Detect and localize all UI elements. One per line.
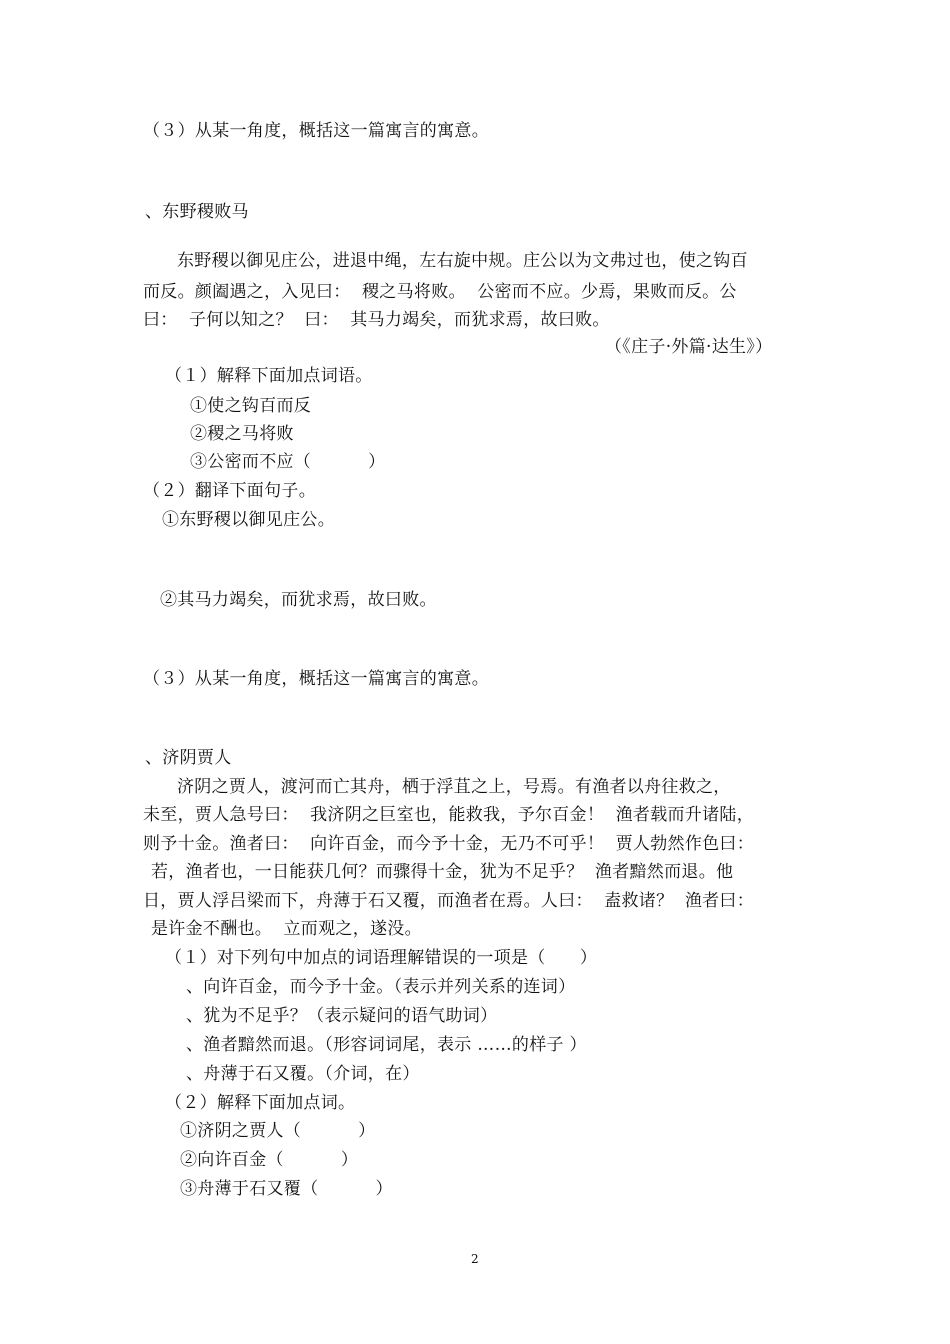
jiyin-q1-option-a: 、向许百金，而今予十金。（表示并列关系的连词） — [186, 977, 576, 997]
jiyin-body-line-2: 未至，贾人急号曰： 我济阴之巨室也，能救我，予尔百金！ 渔者载而升诸陆， — [143, 805, 755, 825]
dongye-q2-item-2: ②其马力竭矣，而犹求焉，故曰败。 — [160, 590, 437, 610]
jiyin-body-line-6: 是许金不酬也。 立而观之，遂没。 — [151, 919, 422, 939]
dongye-body-line-2: 而反。颜阖遇之，入见曰： 稷之马将败。 公密而不应。少焉，果败而反。公 — [143, 282, 737, 302]
jiyin-q2-title: （２）解释下面加点词。 — [165, 1093, 356, 1113]
prev-question-3: （３）从某一角度，概括这一篇寓言的寓意。 — [143, 121, 489, 141]
jiyin-q1-option-d: 、舟薄于石又覆。（介词，在） — [186, 1064, 420, 1084]
dongye-q1-item-2: ②稷之马将败 — [190, 424, 294, 444]
jiyin-q1-option-c: 、渔者黯然而退。（形容词词尾，表示 ……的样子 ） — [186, 1035, 587, 1055]
dongye-source: （《庄子·外篇·达生》） — [605, 337, 773, 357]
page-number: 2 — [471, 1252, 479, 1266]
jiyin-body-line-3: 则予十金。渔者曰： 向许百金，而今予十金，无乃不可乎！ 贾人勃然作色曰： — [143, 834, 755, 854]
jiyin-body-line-4: 若，渔者也，一日能获几何？而骤得十金，犹为不足乎？ 渔者黯然而退。他 — [151, 862, 734, 882]
jiyin-body-line-5: 日，贾人浮吕梁而下，舟薄于石又覆，而渔者在焉。人曰： 盍救诸？ 渔者曰： — [143, 891, 755, 911]
dongye-q1-item-3: ③公密而不应（ ） — [190, 452, 386, 472]
jiyin-q2-item-3: ③舟薄于石又覆（ ） — [180, 1179, 393, 1199]
dongye-q2-item-1: ①东野稷以御见庄公。 — [162, 510, 335, 530]
dongye-q1-title: （１）解释下面加点词语。 — [165, 366, 373, 386]
dongye-body-line-1: 东野稷以御见庄公，进退中绳，左右旋中规。庄公以为文弗过也，使之钩百 — [177, 251, 748, 271]
dongye-q2-title: （２）翻译下面句子。 — [143, 481, 316, 501]
dongye-body-line-3: 曰： 子何以知之？ 曰： 其马力竭矣，而犹求焉，故曰败。 — [143, 310, 610, 330]
jiyin-q1-title: （１）对下列句中加点的词语理解错误的一项是（ ） — [165, 948, 598, 968]
dongye-q3: （３）从某一角度，概括这一篇寓言的寓意。 — [143, 669, 489, 689]
jiyin-q2-item-2: ②向许百金（ ） — [180, 1150, 359, 1170]
dongye-q1-item-1: ①使之钩百而反 — [190, 396, 312, 416]
section-title-dongye: 、东野稷败马 — [145, 202, 249, 222]
jiyin-q1-option-b: 、犹为不足乎？（表示疑问的语气助词） — [186, 1006, 498, 1026]
jiyin-q2-item-1: ①济阴之贾人（ ） — [180, 1121, 376, 1141]
jiyin-body-line-1: 济阴之贾人，渡河而亡其舟，栖于浮苴之上，号焉。有渔者以舟往救之， — [177, 777, 731, 797]
section-title-jiyin: 、济阴贾人 — [145, 748, 232, 768]
